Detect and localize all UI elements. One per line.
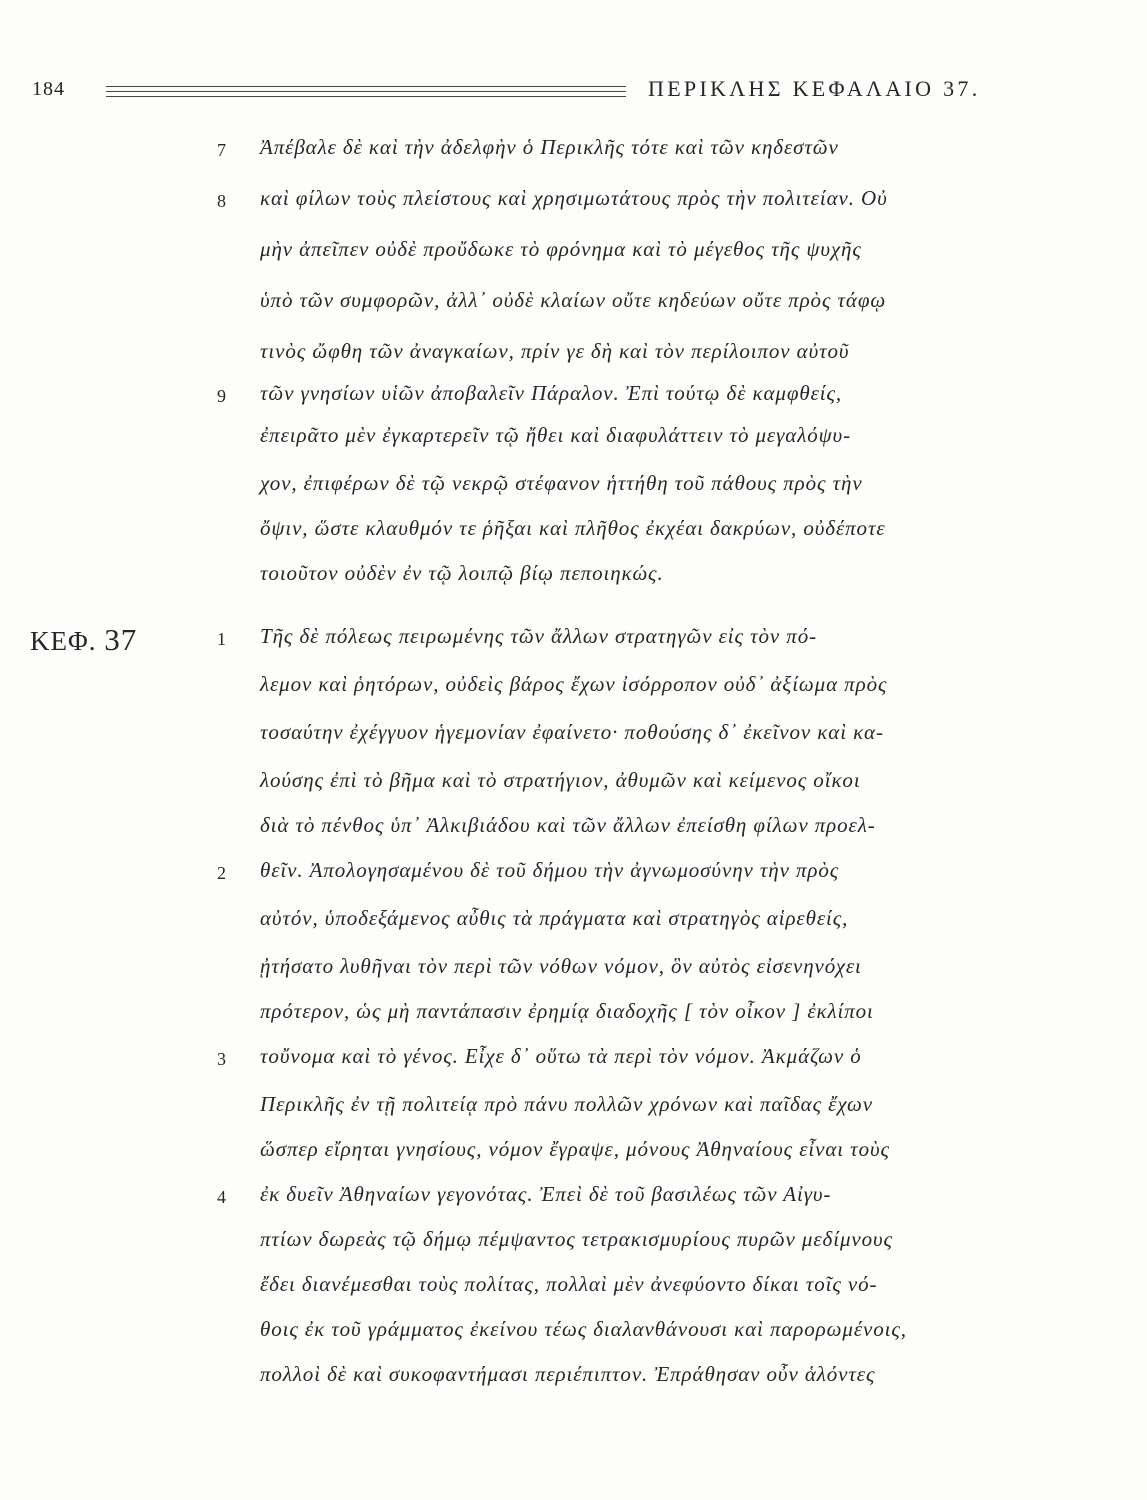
line-number: 1 bbox=[217, 629, 226, 649]
line-text: καὶ φίλων τοὺς πλείστους καὶ χρησιμωτάτους πρὸς τὴν πολιτείαν. Οὐ bbox=[260, 186, 888, 210]
running-header bbox=[32, 76, 1050, 106]
line-number: 4 bbox=[217, 1187, 226, 1207]
line-text: τινὸς ὤφθη τῶν ἀναγκαίων, πρίν γε δὴ καὶ τὸν περίλοιπον αὐτοῦ bbox=[260, 339, 850, 363]
line-text: λεμον καὶ ῥητόρων, οὐδεὶς βάρος ἔχων ἰσόρροπον οὐδ᾽ ἀξίωμα πρὸς bbox=[260, 672, 888, 696]
line-text: πολλοὶ δὲ καὶ συκοφαντήμασι περιέπιπτον. Ἐπράθησαν οὖν ἁλόντες bbox=[260, 1362, 876, 1386]
line-text: ἔδει διανέμεσθαι τοὺς πολίτας, πολλαὶ μὲν ἀνεφύοντο δίκαι τοῖς νό- bbox=[260, 1272, 878, 1296]
header-rule bbox=[106, 86, 626, 87]
line-text: πρότερον, ὡς μὴ παντάπασιν ἐρημίᾳ διαδοχῆς [ τὸν οἶκον ] ἐκλίποι bbox=[260, 999, 874, 1023]
chapter-prefix: ΚΕΦ. bbox=[30, 626, 97, 656]
text-line bbox=[260, 288, 1055, 328]
text-line bbox=[260, 516, 1055, 556]
line-number: 2 bbox=[217, 863, 226, 883]
text-line bbox=[260, 339, 1055, 379]
running-title: ΠΕΡΙΚΛΗΣ ΚΕΦΑΛΑΙΟ 37. bbox=[648, 76, 981, 101]
line-text: ᾐτήσατο λυθῆναι τὸν περὶ τῶν νόθων νόμον, ὃν αὐτὸς εἰσενηνόχει bbox=[260, 954, 862, 978]
text-line bbox=[260, 768, 1055, 808]
text-line bbox=[260, 813, 1055, 853]
chapter-number: 37 bbox=[104, 622, 138, 657]
line-text: ὥσπερ εἴρηται γνησίους, νόμον ἔγραψε, μόνους Ἀθηναίους εἶναι τοὺς bbox=[260, 1137, 890, 1161]
text-line bbox=[260, 1227, 1055, 1267]
header-rule bbox=[106, 91, 626, 92]
line-text: τοὔνομα καὶ τὸ γένος. Εἶχε δ᾽ οὕτω τὰ περὶ τὸν νόμον. Ἀκμάζων ὁ bbox=[260, 1044, 862, 1068]
line-text: λούσης ἐπὶ τὸ βῆμα καὶ τὸ στρατήγιον, ἀθυμῶν καὶ κείμενος οἴκοι bbox=[260, 768, 861, 792]
text-line bbox=[260, 672, 1055, 712]
text-line bbox=[217, 381, 1055, 421]
line-text: διὰ τὸ πένθος ὑπ᾽ Ἀλκιβιάδου καὶ τῶν ἄλλων ἐπείσθη φίλων προελ- bbox=[260, 813, 876, 837]
text-line bbox=[260, 471, 1055, 511]
line-number: 7 bbox=[217, 140, 226, 160]
text-line bbox=[217, 135, 1055, 175]
text-line bbox=[260, 423, 1055, 463]
line-text: Περικλῆς ἐν τῇ πολιτείᾳ πρὸ πάνυ πολλῶν χρόνων καὶ παῖδας ἔχων bbox=[260, 1092, 873, 1116]
line-text: τοιοῦτον οὐδὲν ἐν τῷ λοιπῷ βίῳ πεποιηκώς. bbox=[260, 561, 664, 585]
text-line bbox=[260, 237, 1055, 277]
text-line bbox=[217, 186, 1055, 226]
line-text: πτίων δωρεὰς τῷ δήμῳ πέμψαντος τετρακισμυρίους πυρῶν μεδίμνους bbox=[260, 1227, 893, 1251]
header-rule bbox=[106, 96, 626, 97]
line-text: θεῖν. Ἀπολογησαμένου δὲ τοῦ δήμου τὴν ἀγνωμοσύνην τὴν πρὸς bbox=[260, 858, 840, 882]
line-text: ἐκ δυεῖν Ἀθηναίων γεγονότας. Ἐπεὶ δὲ τοῦ βασιλέως τῶν Αἰγυ- bbox=[260, 1182, 832, 1206]
line-number: 9 bbox=[217, 386, 226, 406]
line-text: χον, ἐπιφέρων δὲ τῷ νεκρῷ στέφανον ἡττήθη τοῦ πάθους πρὸς τὴν bbox=[260, 471, 863, 495]
text-line bbox=[260, 561, 1055, 601]
line-text: ὑπὸ τῶν συμφορῶν, ἀλλ᾽ οὐδὲ κλαίων οὔτε κηδεύων οὔτε πρὸς τάφῳ bbox=[260, 288, 887, 312]
text-line bbox=[260, 720, 1055, 760]
line-text: τοσαύτην ἐχέγγυον ἡγεμονίαν ἐφαίνετο· ποθούσης δ᾽ ἐκεῖνον καὶ κα- bbox=[260, 720, 884, 744]
text-line bbox=[260, 906, 1055, 946]
page-number: 184 bbox=[32, 78, 65, 100]
line-number: 3 bbox=[217, 1049, 226, 1069]
text-line bbox=[217, 1182, 1055, 1222]
line-text: ἐπειρᾶτο μὲν ἐγκαρτερεῖν τῷ ἤθει καὶ διαφυλάττειν τὸ μεγαλόψυ- bbox=[260, 423, 851, 447]
line-text: μὴν ἀπεῖπεν οὐδὲ προὔδωκε τὸ φρόνημα καὶ τὸ μέγεθος τῆς ψυχῆς bbox=[260, 237, 862, 261]
text-line bbox=[217, 858, 1055, 898]
line-text: Ἀπέβαλε δὲ καὶ τὴν ἀδελφὴν ὁ Περικλῆς τότε καὶ τῶν κηδεστῶν bbox=[260, 135, 839, 159]
line-text: Τῆς δὲ πόλεως πειρωμένης τῶν ἄλλων στρατηγῶν εἰς τὸν πό- bbox=[260, 624, 817, 648]
text-line bbox=[217, 624, 1055, 664]
chapter-label bbox=[30, 622, 137, 658]
text-line bbox=[260, 1317, 1055, 1357]
line-text: αὐτόν, ὑποδεξάμενος αὖθις τὰ πράγματα καὶ στρατηγὸς αἱρεθείς, bbox=[260, 906, 849, 930]
line-number: 8 bbox=[217, 191, 226, 211]
text-line bbox=[260, 999, 1055, 1039]
text-line bbox=[260, 1137, 1055, 1177]
text-line bbox=[260, 954, 1055, 994]
line-text: τῶν γνησίων υἱῶν ἀποβαλεῖν Πάραλον. Ἐπὶ τούτῳ δὲ καμφθείς, bbox=[260, 381, 843, 405]
text-line bbox=[217, 1044, 1055, 1084]
line-text: ὄψιν, ὥστε κλαυθμόν τε ῥῆξαι καὶ πλῆθος ἐκχέαι δακρύων, οὐδέποτε bbox=[260, 516, 886, 540]
text-line bbox=[260, 1362, 1055, 1402]
text-line bbox=[260, 1092, 1055, 1132]
text-line bbox=[260, 1272, 1055, 1312]
line-text: θοις ἐκ τοῦ γράμματος ἐκείνου τέως διαλανθάνουσι καὶ παρορωμένοις, bbox=[260, 1317, 907, 1341]
